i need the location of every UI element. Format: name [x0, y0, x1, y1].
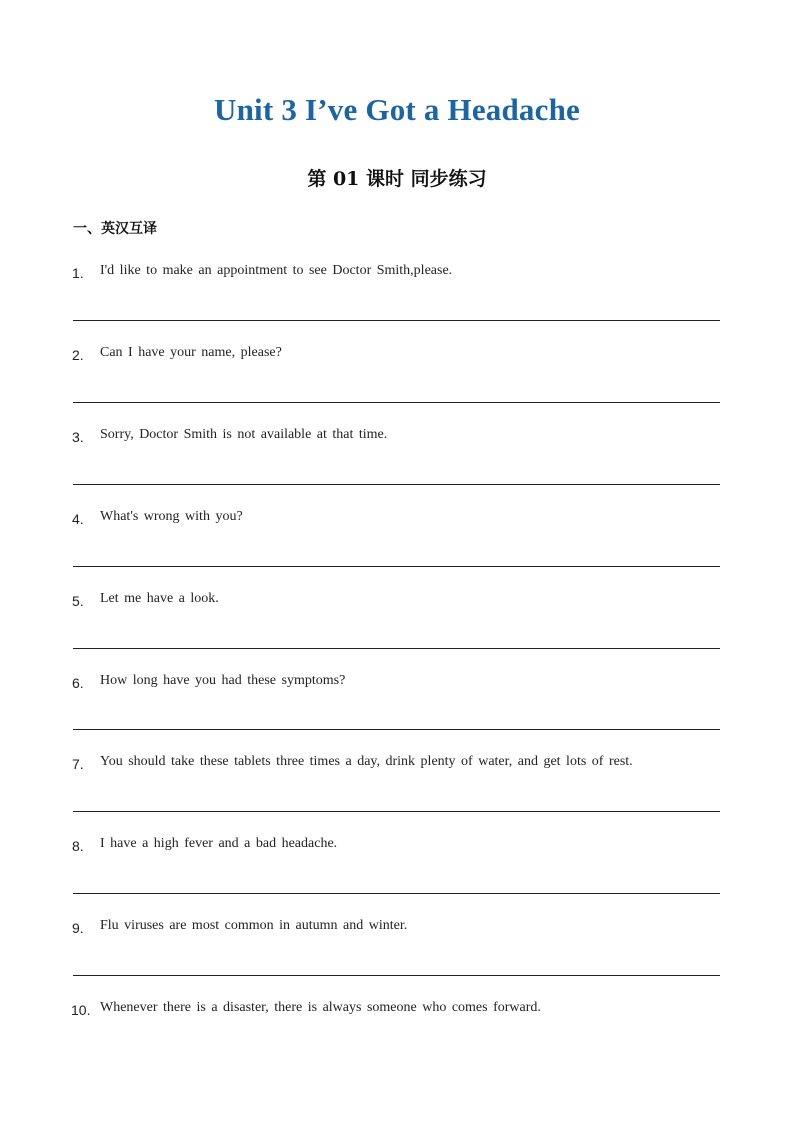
item-text: Flu viruses are most common in autumn and winter. — [100, 918, 408, 933]
answer-line[interactable] — [73, 893, 720, 894]
item-text: Can I have your name, please? — [100, 345, 282, 360]
item-text: I'd like to make an appointment to see Doctor Smith,please. — [100, 263, 453, 278]
item-number: 1. — [72, 265, 84, 281]
item-text: Whenever there is a disaster, there is always someone who comes forward. — [100, 1000, 541, 1015]
answer-line[interactable] — [73, 975, 720, 976]
page-title: Unit 3 I’ve Got a Headache — [214, 92, 580, 127]
answer-line[interactable] — [73, 648, 720, 649]
answer-line[interactable] — [73, 729, 720, 730]
answer-line[interactable] — [73, 320, 720, 321]
item-text: How long have you had these symptoms? — [100, 673, 346, 688]
exercise-item — [0, 1002, 794, 1084]
exercise-item — [0, 675, 794, 757]
exercise-item — [0, 511, 794, 593]
item-text: Sorry, Doctor Smith is not available at that time. — [100, 427, 388, 442]
item-number: 5. — [72, 593, 84, 609]
item-number: 10. — [71, 1002, 91, 1018]
answer-line[interactable] — [73, 484, 720, 485]
exercise-item — [0, 347, 794, 429]
item-text: Let me have a look. — [100, 591, 219, 606]
item-text: What's wrong with you? — [100, 509, 243, 524]
item-text: You should take these tablets three times a day, drink plenty of water, and get lots of rest. — [100, 754, 633, 769]
exercise-item — [0, 265, 794, 347]
section-heading: 一、英汉互译 — [73, 221, 157, 237]
item-number: 6. — [72, 675, 84, 691]
exercise-item — [0, 429, 794, 511]
answer-line[interactable] — [73, 811, 720, 812]
item-number: 3. — [72, 429, 84, 445]
item-number: 9. — [72, 920, 84, 936]
exercise-item — [0, 920, 794, 1002]
item-number: 7. — [72, 756, 84, 772]
item-number: 4. — [72, 511, 84, 527]
item-text: I have a high fever and a bad headache. — [100, 836, 338, 851]
exercise-item — [0, 756, 794, 838]
item-number: 8. — [72, 838, 84, 854]
exercise-item — [0, 838, 794, 920]
answer-line[interactable] — [73, 566, 720, 567]
item-number: 2. — [72, 347, 84, 363]
exercise-item — [0, 593, 794, 675]
answer-line[interactable] — [73, 402, 720, 403]
page-subtitle: 第 01 课时 同步练习 — [307, 168, 487, 190]
